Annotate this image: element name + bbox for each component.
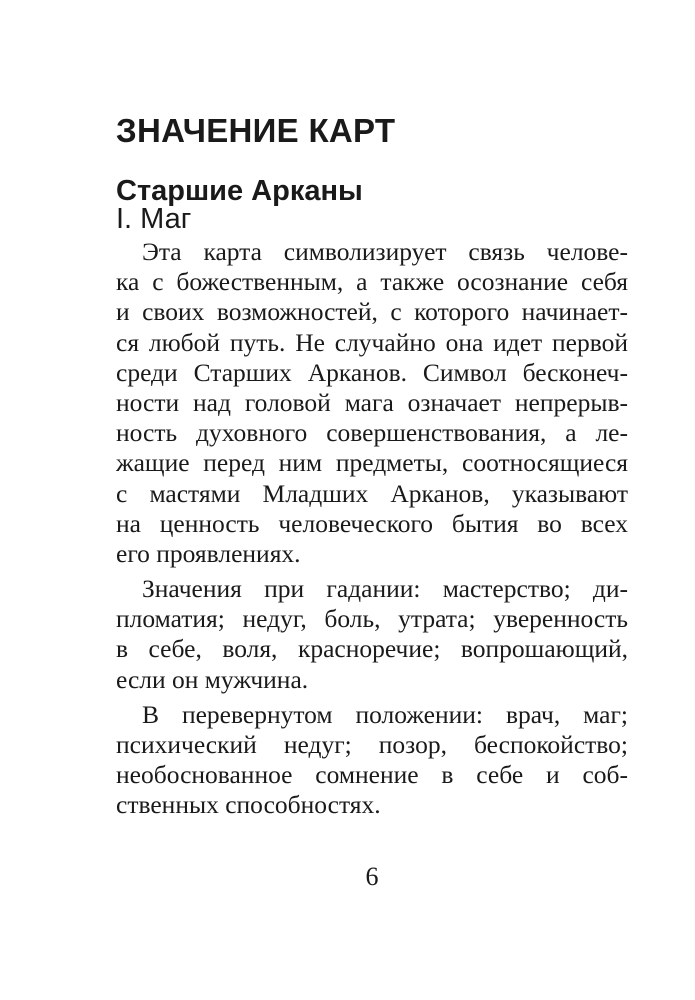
text-line: Эта карта символизирует связь челове-: [142, 237, 628, 266]
book-page: [116, 0, 628, 1000]
page-number: 6: [365, 862, 379, 891]
paragraph-description: [116, 237, 628, 569]
text-line: ности над головой мага означает непрерыв-: [116, 387, 628, 417]
text-line: пломатия; недуг, боль, утрата; уверенность: [116, 604, 628, 634]
text-line: если он мужчина.: [116, 664, 309, 694]
section-title: Старшие Арканы: [116, 175, 363, 207]
text-line: среди Старших Арканов. Символ бесконеч-: [116, 357, 628, 387]
text-line: ка с божественным, а также осознание себя: [116, 267, 628, 297]
text-line: ственных способностях.: [116, 790, 381, 820]
text-line: Значения при гадании: мастерство; ди-: [142, 574, 628, 604]
body-text: [116, 237, 628, 821]
text-line: его проявлениях.: [116, 538, 301, 568]
text-line: ность духовного совершенствования, а ле-: [116, 418, 628, 448]
text-line: В перевернутом положении: врач, маг;: [142, 699, 628, 729]
text-line: в себе, воля, красноречие; вопрошающий,: [116, 634, 628, 664]
text-line: необоснованное сомнение в себе и соб-: [116, 760, 628, 790]
chapter-title: ЗНАЧЕНИЕ КАРТ: [116, 112, 396, 149]
text-line: ся любой путь. Не случайно она идет первой: [116, 327, 628, 357]
text-line: и своих возможностей, с которого начинает-: [116, 297, 628, 327]
text-line: психический недуг; позор, беспокойство;: [116, 730, 628, 759]
text-line: на ценность человеческого бытия во всех: [116, 508, 628, 538]
text-line: жащие перед ним предметы, соотносящиеся: [116, 448, 628, 478]
paragraph-divination-meanings: [116, 574, 628, 695]
text-line: с мастями Младших Арканов, указывают: [116, 478, 628, 508]
paragraph-reversed-meanings: [116, 700, 628, 821]
card-title: I. Маг: [116, 203, 192, 235]
